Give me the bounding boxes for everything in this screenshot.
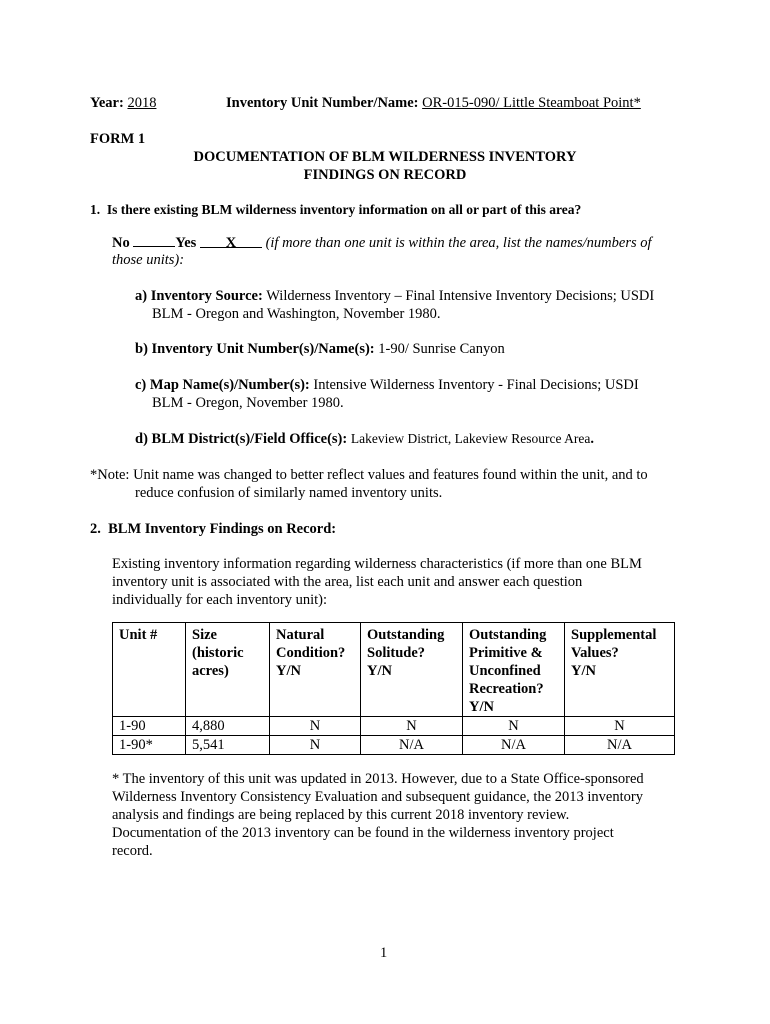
item-d-text: Lakeview District, Lakeview Resource Area (350, 431, 591, 446)
header-natural-condition: Natural Condition? Y/N (270, 623, 361, 717)
item-b (135, 340, 505, 358)
item-a-text-2: BLM - Oregon and Washington, November 1980. (152, 306, 441, 322)
no-label: No (112, 235, 130, 251)
note-line-1: *Note: Unit name was changed to better reflect values and features found within the unit, and to (90, 467, 648, 483)
cell-natural: N (270, 717, 361, 736)
footnote-line-1: * The inventory of this unit was updated in 2013. However, due to a State Office-sponsored (112, 771, 644, 787)
table-row (113, 736, 675, 755)
header-size: Size (historic acres) (186, 623, 270, 717)
header-year (90, 94, 156, 112)
note-line-2: reduce confusion of similarly named inventory units. (135, 485, 443, 501)
header-unit: Unit # (113, 623, 186, 717)
question-2-number: 2. (90, 521, 101, 537)
header-outstanding-solitude: Outstanding Solitude? Y/N (361, 623, 463, 717)
item-b-text: 1-90/ Sunrise Canyon (378, 341, 505, 357)
cell-unit: 1-90 (113, 717, 186, 736)
question-2-heading: BLM Inventory Findings on Record: (108, 521, 337, 537)
footnote-line-5: record. (112, 843, 153, 859)
item-a-text-1: Wilderness Inventory – Final Intensive Inventory Decisions; USDI (266, 288, 655, 304)
findings-table (112, 622, 675, 755)
header-primitive-recreation: Outstanding Primitive & Unconfined Recreation? Y/N (463, 623, 565, 717)
cell-unit: 1-90* (113, 736, 186, 755)
yes-no-line (112, 233, 652, 252)
item-c-text-2: BLM - Oregon, November 1980. (152, 395, 344, 411)
intro-line-1: Existing inventory information regarding wilderness characteristics (if more than one BLM (112, 556, 642, 572)
intro-line-2: inventory unit is associated with the area, list each unit and answer each question (112, 574, 583, 590)
header-unit (226, 94, 641, 112)
form-label: FORM 1 (90, 131, 146, 147)
cell-solitude: N (361, 717, 463, 736)
title-line-1: DOCUMENTATION OF BLM WILDERNESS INVENTORY (193, 149, 577, 165)
yes-mark: X (225, 235, 237, 251)
title-line-2: FINDINGS ON RECORD (303, 167, 467, 183)
cell-supplemental: N (565, 717, 675, 736)
cell-size: 4,880 (186, 717, 270, 736)
item-c-text-1: Intensive Wilderness Inventory - Final Decisions; USDI (313, 377, 639, 393)
cell-size: 5,541 (186, 736, 270, 755)
instruction-line-2-wrap (112, 251, 184, 269)
footnote-line-4: Documentation of the 2013 inventory can be found in the wilderness inventory project (112, 825, 614, 841)
item-d-period: . (590, 431, 594, 447)
cell-natural: N (270, 736, 361, 755)
page-number: 1 (380, 945, 388, 961)
item-d-label: d) BLM District(s)/Field Office(s): (135, 431, 348, 447)
cell-recreation: N/A (463, 736, 565, 755)
question-2 (90, 520, 336, 538)
year-value: 2018 (127, 95, 157, 111)
yes-label: Yes (175, 235, 197, 251)
item-c (135, 376, 639, 394)
cell-solitude: N/A (361, 736, 463, 755)
item-a-label: a) Inventory Source: (135, 288, 263, 304)
item-a (135, 287, 654, 305)
yes-answer-blank (200, 234, 262, 251)
cell-recreation: N (463, 717, 565, 736)
item-c-label: c) Map Name(s)/Number(s): (135, 377, 310, 393)
table-header-row (113, 623, 675, 717)
item-d (135, 430, 594, 448)
cell-supplemental: N/A (565, 736, 675, 755)
no-answer-blank (133, 233, 175, 247)
question-1 (90, 201, 581, 219)
header-supplemental-values: Supplemental Values? Y/N (565, 623, 675, 717)
footnote-line-2: Wilderness Inventory Consistency Evaluation and subsequent guidance, the 2013 inventory (112, 789, 643, 805)
question-1-number: 1. (90, 202, 101, 217)
table-row (113, 717, 675, 736)
footnote-line-3: analysis and findings are being replaced by this current 2018 inventory review. (112, 807, 570, 823)
question-1-text: Is there existing BLM wilderness inventory information on all or part of this area? (106, 202, 582, 217)
unit-value: OR-015-090/ Little Steamboat Point* (422, 95, 641, 111)
intro-line-3: individually for each inventory unit): (112, 592, 328, 608)
item-b-label: b) Inventory Unit Number(s)/Name(s): (135, 341, 375, 357)
instruction-line-2: those units): (112, 252, 185, 268)
year-label: Year: (90, 95, 124, 111)
unit-label: Inventory Unit Number/Name: (226, 95, 419, 111)
instruction-line-1: (if more than one unit is within the area, list the names/numbers of (265, 235, 652, 251)
